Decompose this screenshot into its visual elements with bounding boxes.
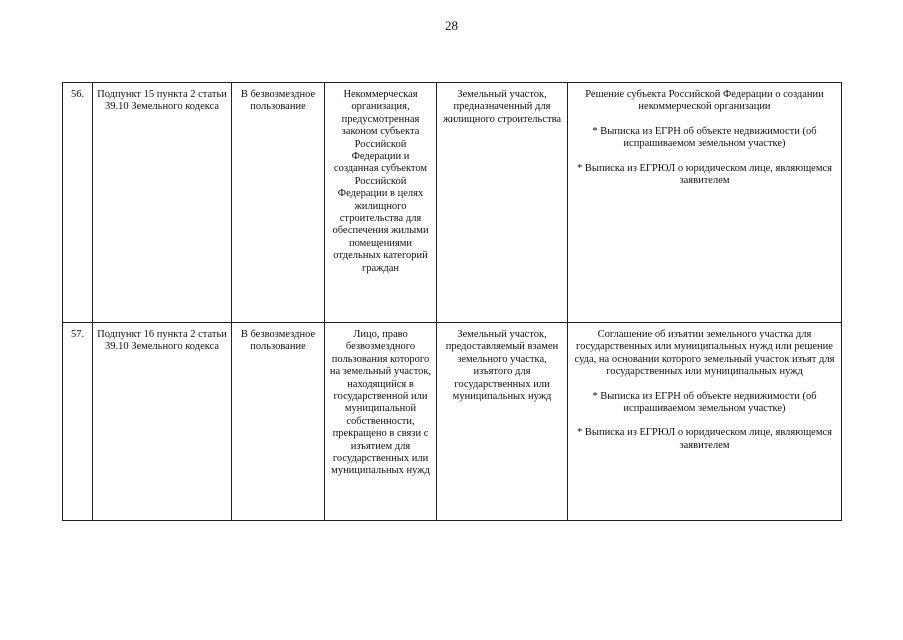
documents-cell [568, 83, 842, 323]
land-provision-table [62, 82, 842, 521]
document-item: Соглашение об изъятии земельного участка для государственных или муниципальных нужд или решение суда, на основании которого земельный участок изъят для государственных или муниципальных нужд [574, 329, 835, 378]
page-number: 28 [445, 18, 458, 33]
document-item: * Выписка из ЕГРЮЛ о юридическом лице, являющемся заявителем [577, 162, 832, 187]
row-number-cell: 56. [63, 83, 93, 323]
document-item: * Выписка из ЕГРН об объекте недвижимости (об испрашиваемом земельном участке) [592, 390, 817, 415]
applicant-cell: Лицо, право безвозмездного пользования которого на земельный участок, находящийся в государственной или муниципальной собственности, прекращено в связи с изъятием для государственных или муниципальных нужд [325, 323, 437, 521]
document-item: Решение субъекта Российской Федерации о создании некоммерческой организации [585, 89, 824, 113]
legal-basis-cell: Подпункт 16 пункта 2 статьи 39.10 Земельного кодекса [93, 323, 232, 521]
table-row [63, 323, 842, 521]
table-row [63, 83, 842, 323]
provision-form-cell: В безвозмездное пользование [232, 83, 325, 323]
land-plot-cell: Земельный участок, предоставляемый взамен земельного участка, изъятого для государственных или муниципальных нужд [437, 323, 568, 521]
land-plot-cell: Земельный участок, предназначенный для жилищного строительства [437, 83, 568, 323]
document-item: * Выписка из ЕГРН об объекте недвижимости (об испрашиваемом земельном участке) [592, 125, 817, 150]
document-item: * Выписка из ЕГРЮЛ о юридическом лице, являющемся заявителем [577, 427, 832, 451]
documents-cell [568, 323, 842, 521]
provision-form-cell: В безвозмездное пользование [232, 323, 325, 521]
row-number-cell: 57. [63, 323, 93, 521]
applicant-cell: Некоммерческая организация, предусмотренная законом субъекта Российской Федерации и созданная субъектом Российской Федерации в целях жилищного строительства для обеспечения жилыми помещениями отдельных категорий граждан [325, 83, 437, 323]
legal-basis-cell: Подпункт 15 пункта 2 статьи 39.10 Земельного кодекса [93, 83, 232, 323]
